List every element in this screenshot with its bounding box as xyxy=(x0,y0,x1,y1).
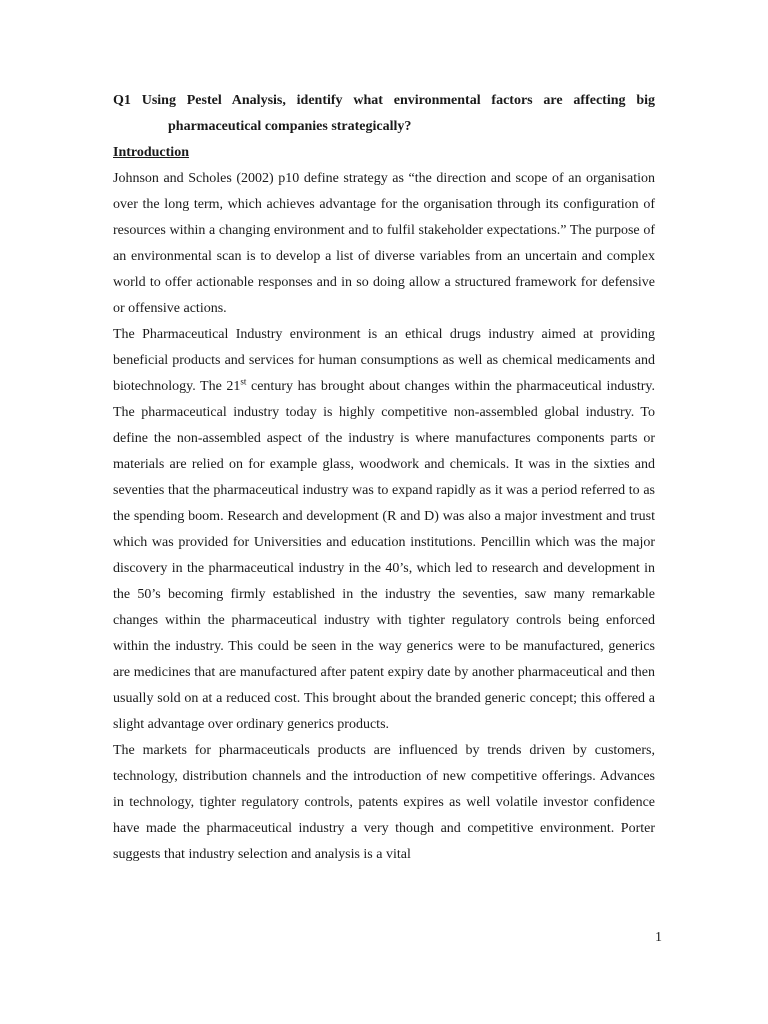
paragraph-2-text-a: The Pharmaceutical Industry environment is an ethical drugs industry aimed at providing beneficial products and services for human consumptions as well as chemical medicaments and biotechnology. The 21 xyxy=(113,327,655,394)
section-heading: Introduction xyxy=(113,145,189,160)
document-body xyxy=(113,88,655,868)
paragraph-1: Johnson and Scholes (2002) p10 define strategy as “the direction and scope of an organisation over the long term, which achieves advantage for the organisation through its configuration of resources within a changing environment and to fulfil stakeholder expectations.” The purpose of an environmental scan is to develop a list of diverse variables from an uncertain and complex world to offer actionable responses and in so doing allow a structured framework for defensive or offensive actions. xyxy=(113,171,655,316)
paragraph-2 xyxy=(113,322,655,738)
question-line-1: Q1 Using Pestel Analysis, identify what environmental factors are affecting big xyxy=(113,93,655,108)
ordinal-superscript: st xyxy=(240,376,247,387)
page-number: 1 xyxy=(655,930,662,945)
paragraph-2-text-b: century has brought about changes within the pharmaceutical industry. The pharmaceutical industry today is highly competitive non-assembled global industry. To define the non-assembled aspect of the industry is where manufactures components parts or materials are relied on for example glass, woodwork and chemicals. It was in the sixties and seventies that the pharmaceutical industry was to expand rapidly as it was a period referred to as the spending boom. Research and development (R and D) was also a major investment and trust which was provided for Universities and education institutions. Pencillin which was the major discovery in the pharmaceutical industry in the 40’s, which led to research and development in the 50’s becoming firmly established in the industry the seventies, saw many remarkable changes within the pharmaceutical industry with tighter regulatory controls being enforced within the industry. This could be seen in the way generics were to be manufactured, generics are medicines that are manufactured after patent expiry date by another pharmaceutical and then usually sold on at a reduced cost. This brought about the branded generic concept; this offered a slight advantage over ordinary generics products. xyxy=(113,379,655,732)
paragraph-3: The markets for pharmaceuticals products are influenced by trends driven by customers, technology, distribution channels and the introduction of new competitive offerings. Advances in technology, tighter regulatory controls, patents expires as well volatile investor confidence have made the pharmaceutical industry a very though and competitive environment. Porter suggests that industry selection and analysis is a vital xyxy=(113,743,655,862)
question-line-2: pharmaceutical companies strategically? xyxy=(168,119,412,134)
